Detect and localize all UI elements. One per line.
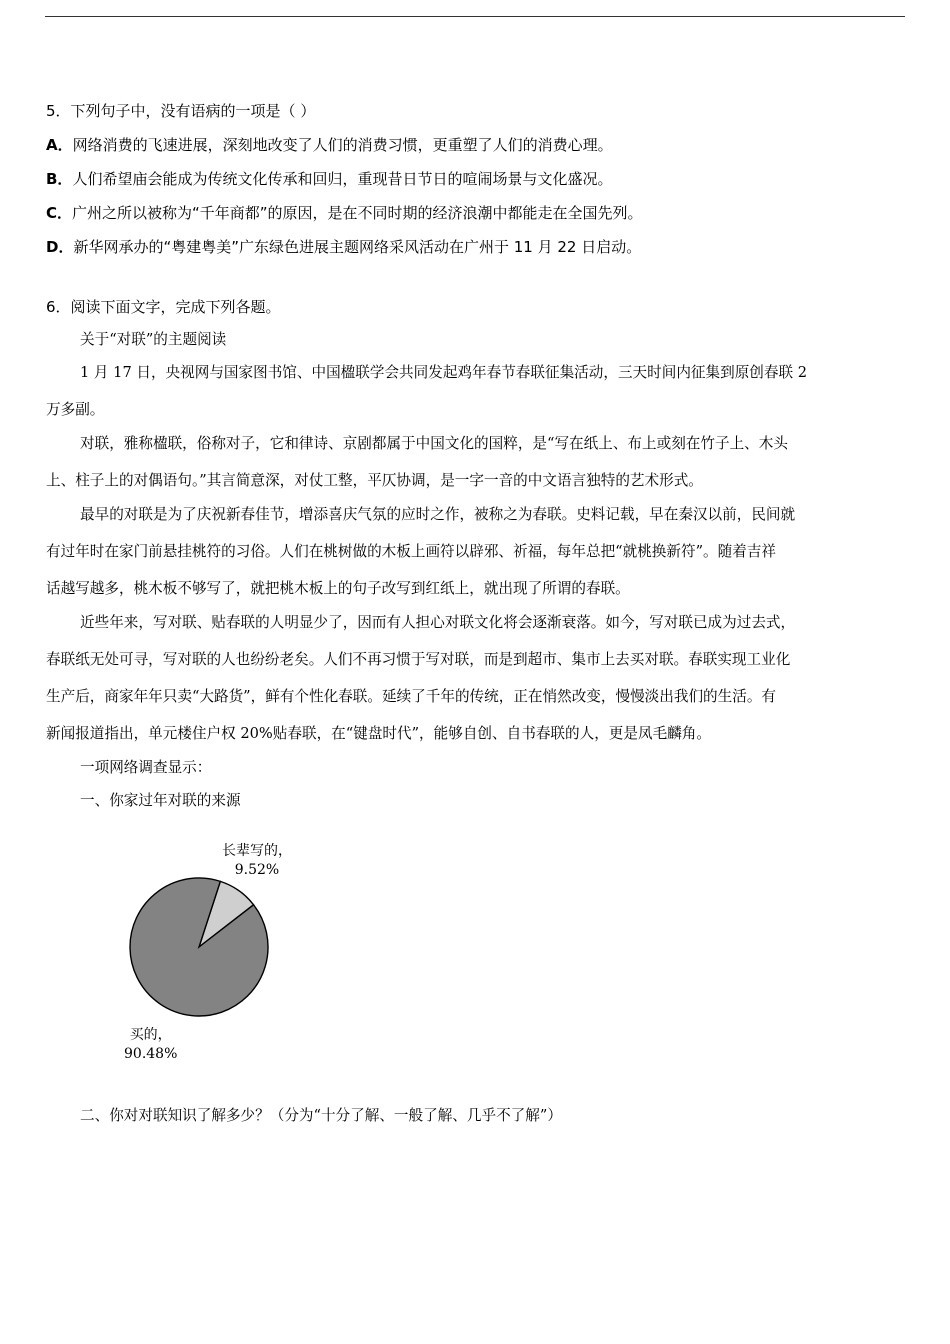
passage-line: 有过年时在家门前悬挂桃符的习俗。人们在桃树做的木板上画符以辟邪、祈福，每年总把“就桃换新符”。随着吉祥 [46, 543, 777, 560]
slice-value: 9.52% [234, 862, 280, 878]
passage-line: 春联纸无处可寻，写对联的人也纷纷老矣。人们不再习惯于写对联，而是到超市、集市上去买对联。春联实现工业化 [46, 651, 791, 668]
q5-option-a [46, 135, 613, 155]
passage-line: 上、柱子上的对偶语句。”其言简意深，对仗工整，平仄协调，是一字一音的中文语言独特的艺术形式。 [46, 472, 703, 489]
option-letter: C． [46, 204, 73, 222]
option-text: 网络消费的飞速进展，深刻地改变了人们的消费习惯，更重塑了人们的消费心理。 [72, 136, 613, 154]
q5-option-c [46, 203, 643, 223]
passage-title: 关于“对联”的主题阅读 [80, 331, 227, 348]
q5-option-d [46, 237, 641, 257]
option-text: 新华网承办的“粤建粤美”广东绿色进展主题网络采风活动在广州于 11 月 22 日启动。 [73, 238, 642, 256]
option-letter: A． [46, 136, 73, 154]
q5-option-b [46, 169, 612, 189]
passage-line: 生产后，商家年年只卖“大路货”，鲜有个性化春联。延续了千年的传统，正在悄然改变，慢慢淡出我们的生活。有 [46, 688, 777, 705]
passage-line: 对联，雅称楹联，俗称对子，它和律诗、京剧都属于中国文化的国粹，是“写在纸上、布上或刻在竹子上、木头 [80, 435, 788, 452]
q6-stem: 6．阅读下面文字，完成下列各题。 [46, 298, 281, 316]
pie-chart [122, 870, 276, 1024]
pie-label-elders [222, 842, 292, 880]
passage-line: 新闻报道指出，单元楼住户权 20%贴春联，在“键盘时代”，能够自创、自书春联的人，更是凤毛麟角。 [46, 725, 711, 742]
survey-question-1: 一、你家过年对联的来源 [80, 792, 241, 809]
option-letter: D． [46, 238, 74, 256]
option-text: 广州之所以被称为“千年商都”的原因，是在不同时期的经济浪潮中都能走在全国先列。 [72, 204, 643, 222]
survey-question-2: 二、你对对联知识了解多少？（分为“十分了解、一般了解、几乎不了解”） [80, 1107, 562, 1124]
passage-line: 近些年来，写对联、贴春联的人明显少了，因而有人担心对联文化将会逐渐衰落。如今，写对联已成为过去式， [80, 614, 796, 631]
pie-label-bought [124, 1026, 177, 1064]
passage-line: 1 月 17 日，央视网与国家图书馆、中国楹联学会共同发起鸡年春节春联征集活动，三天时间内征集到原创春联 2 [80, 364, 808, 381]
slice-label: 买的， [129, 1027, 172, 1043]
option-letter: B． [46, 170, 73, 188]
passage-line: 话越写越多，桃木板不够写了，就把桃木板上的句子改写到红纸上，就出现了所谓的春联。 [46, 580, 630, 597]
option-text: 人们希望庙会能成为传统文化传承和回归，重现昔日节日的喧闹场景与文化盛况。 [72, 170, 613, 188]
passage-line: 万多副。 [46, 401, 105, 418]
survey-intro: 一项网络调查显示： [80, 759, 212, 776]
slice-value: 90.48% [124, 1046, 178, 1062]
header-rule [45, 16, 905, 17]
slice-label: 长辈写的， [222, 843, 292, 859]
q5-stem: 5．下列句子中，没有语病的一项是（ ） [46, 102, 316, 120]
passage-line: 最早的对联是为了庆祝新春佳节，增添喜庆气氛的应时之作，被称之为春联。史料记载，早在秦汉以前，民间就 [80, 506, 796, 523]
